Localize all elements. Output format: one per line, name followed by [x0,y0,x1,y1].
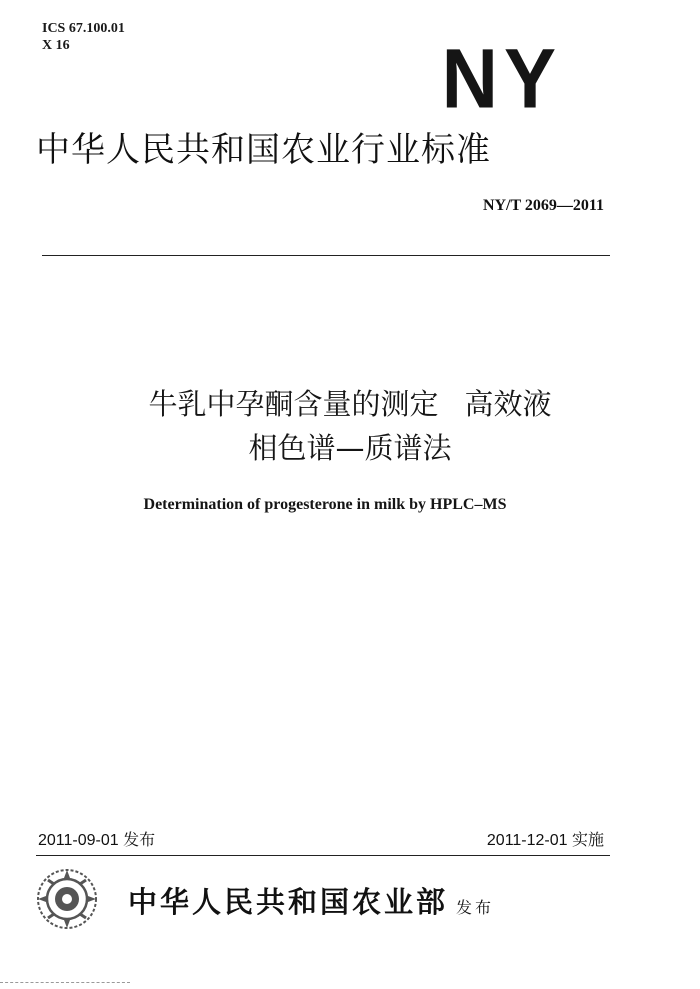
issue-label: 发布 [456,898,495,917]
chinese-title-part-1: 牛乳中孕酮含量的测定 [148,387,439,421]
chinese-title-line-1 [0,384,700,424]
chinese-title-part-2: 高效液 [464,387,552,421]
standard-number: NY/T 2069—2011 [482,197,604,214]
chinese-title-line-2: 相色谱—质谱法 [248,431,452,465]
publish-date: 2011-09-01 发布 [38,832,156,849]
classification-codes [42,20,125,54]
header-divider [42,255,610,256]
standard-category: 中华人民共和国农业行业标准 [36,130,491,170]
page-edge-line [0,982,130,983]
ics-code: ICS 67.100.01 [42,21,125,36]
implement-date: 2011-12-01 实施 [486,832,604,849]
footer-divider [36,855,610,856]
ny-logo: NY [441,30,562,126]
issuer-name: 中华人民共和国农业部 [128,885,449,919]
ministry-emblem-icon [34,866,100,932]
english-title: Determination of progesterone in milk by HPLC–MS [143,496,507,513]
classification-code: X 16 [42,38,70,53]
